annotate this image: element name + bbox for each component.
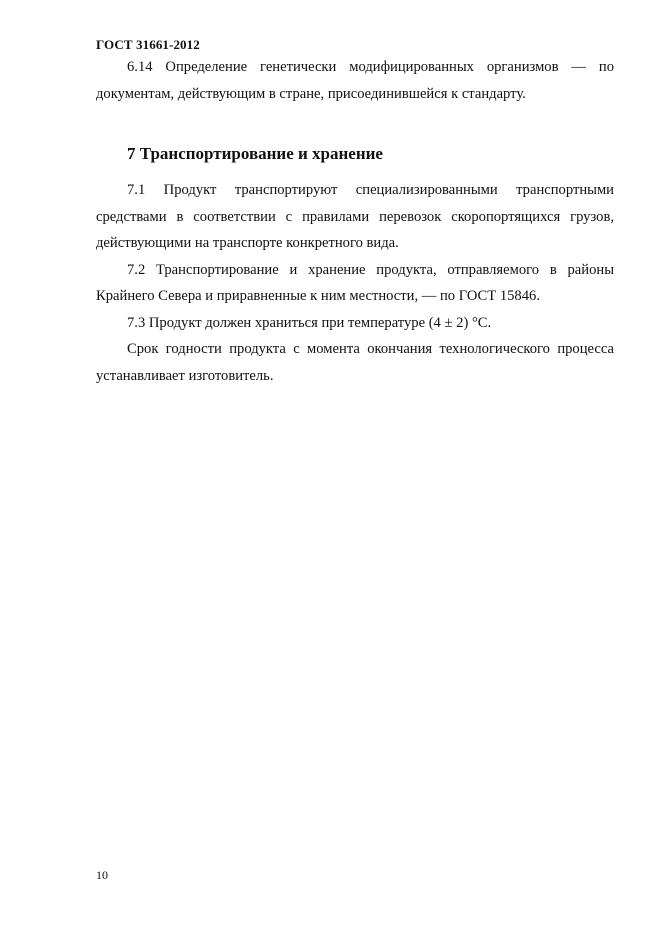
paragraph-6-14: 6.14 Определение генетически модифицированных организмов — по документам, действующим в стране, присоединившейся к стандарту. xyxy=(96,59,614,102)
paragraph-shelf-life: Срок годности продукта с момента окончания технологического процесса устанавливает изготовитель. xyxy=(96,341,614,384)
page-number: 10 xyxy=(96,868,108,882)
paragraph-7-2: 7.2 Транспортирование и хранение продукта, отправляемого в районы Крайнего Севера и приравненные к ним местности, — по ГОСТ 15846. xyxy=(96,261,614,304)
document-header: ГОСТ 31661-2012 xyxy=(96,37,200,52)
paragraph-7-1: 7.1 Продукт транспортируют специализированными транспортными средствами в соответствии с правилами перевозок скоропортящихся грузов, действующими на транспорте конкретного вида. xyxy=(96,182,614,251)
section-heading: 7 Транспортирование и хранение xyxy=(127,144,383,163)
paragraph-7-3: 7.3 Продукт должен храниться при температуре (4 ± 2) °С. xyxy=(127,314,492,331)
page-content xyxy=(96,54,614,389)
